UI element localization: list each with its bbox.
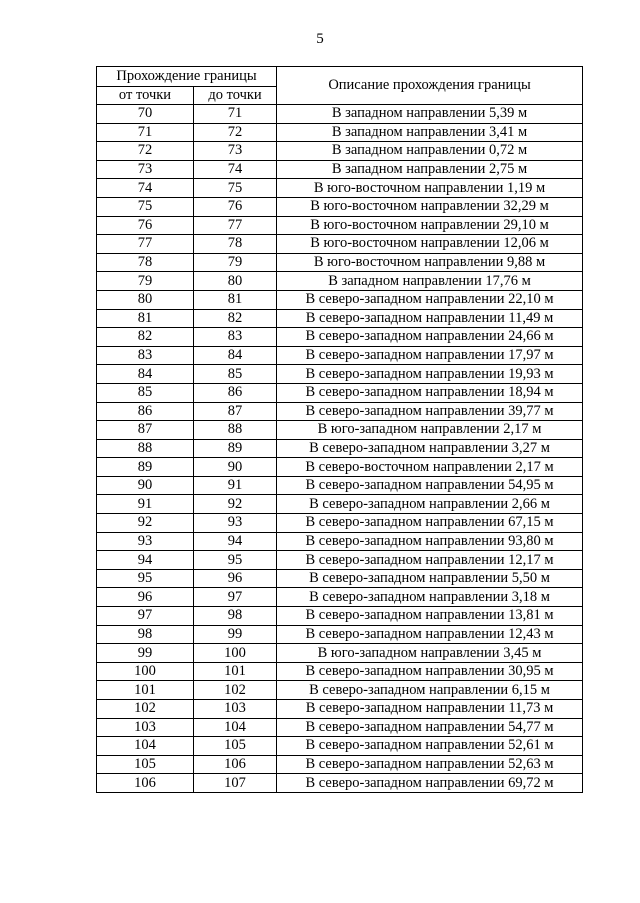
boundary-table-body [97,67,583,793]
from-point-cell: 105 [97,755,194,774]
table-row [97,439,583,458]
table-row [97,235,583,254]
description-cell: В северо-восточном направлении 2,17 м [277,458,583,477]
from-point-cell: 90 [97,476,194,495]
to-point-cell: 80 [194,272,277,291]
table-row [97,718,583,737]
table-row [97,532,583,551]
to-point-cell: 99 [194,625,277,644]
table-row [97,495,583,514]
table-row [97,588,583,607]
header-row-group [97,67,583,87]
from-point-cell: 103 [97,718,194,737]
from-point-cell: 73 [97,160,194,179]
table-row [97,160,583,179]
from-point-cell: 74 [97,179,194,198]
to-point-cell: 104 [194,718,277,737]
description-cell: В северо-западном направлении 19,93 м [277,365,583,384]
to-point-cell: 102 [194,681,277,700]
table-row [97,309,583,328]
to-point-cell: 89 [194,439,277,458]
table-row [97,402,583,421]
from-point-cell: 88 [97,439,194,458]
table-row [97,328,583,347]
to-point-cell: 106 [194,755,277,774]
to-point-cell: 103 [194,700,277,719]
description-cell: В юго-восточном направлении 29,10 м [277,216,583,235]
to-point-cell: 96 [194,569,277,588]
from-point-cell: 93 [97,532,194,551]
description-cell: В юго-западном направлении 3,45 м [277,644,583,663]
from-point-cell: 101 [97,681,194,700]
from-point-cell: 100 [97,662,194,681]
to-point-cell: 93 [194,514,277,533]
table-row [97,662,583,681]
to-point-cell: 78 [194,235,277,254]
table-row [97,179,583,198]
table-row [97,197,583,216]
to-point-cell: 77 [194,216,277,235]
description-cell: В северо-западном направлении 93,80 м [277,532,583,551]
table-row [97,272,583,291]
boundary-table [96,66,583,793]
from-point-cell: 81 [97,309,194,328]
header-to-point: до точки [194,87,277,105]
from-point-cell: 94 [97,551,194,570]
description-cell: В северо-западном направлении 13,81 м [277,607,583,626]
description-cell: В юго-восточном направлении 32,29 м [277,197,583,216]
from-point-cell: 82 [97,328,194,347]
table-row [97,253,583,272]
description-cell: В западном направлении 17,76 м [277,272,583,291]
from-point-cell: 85 [97,383,194,402]
table-row [97,383,583,402]
from-point-cell: 97 [97,607,194,626]
to-point-cell: 86 [194,383,277,402]
table-row [97,105,583,124]
description-cell: В юго-западном направлении 2,17 м [277,421,583,440]
to-point-cell: 88 [194,421,277,440]
from-point-cell: 104 [97,737,194,756]
description-cell: В северо-западном направлении 24,66 м [277,328,583,347]
table-row [97,123,583,142]
from-point-cell: 99 [97,644,194,663]
description-cell: В западном направлении 0,72 м [277,142,583,161]
to-point-cell: 81 [194,290,277,309]
from-point-cell: 98 [97,625,194,644]
table-row [97,681,583,700]
to-point-cell: 94 [194,532,277,551]
description-cell: В юго-восточном направлении 1,19 м [277,179,583,198]
header-description: Описание прохождения границы [277,67,583,105]
to-point-cell: 75 [194,179,277,198]
description-cell: В северо-западном направлении 18,94 м [277,383,583,402]
description-cell: В северо-западном направлении 54,77 м [277,718,583,737]
from-point-cell: 86 [97,402,194,421]
description-cell: В западном направлении 5,39 м [277,105,583,124]
description-cell: В юго-восточном направлении 9,88 м [277,253,583,272]
to-point-cell: 101 [194,662,277,681]
description-cell: В северо-западном направлении 22,10 м [277,290,583,309]
from-point-cell: 75 [97,197,194,216]
description-cell: В северо-западном направлении 39,77 м [277,402,583,421]
table-row [97,346,583,365]
to-point-cell: 84 [194,346,277,365]
from-point-cell: 77 [97,235,194,254]
from-point-cell: 72 [97,142,194,161]
from-point-cell: 92 [97,514,194,533]
table-row [97,458,583,477]
page-number: 5 [316,31,324,47]
description-cell: В северо-западном направлении 3,18 м [277,588,583,607]
description-cell: В северо-западном направлении 11,73 м [277,700,583,719]
description-cell: В западном направлении 2,75 м [277,160,583,179]
table-row [97,625,583,644]
to-point-cell: 90 [194,458,277,477]
table-row [97,142,583,161]
to-point-cell: 100 [194,644,277,663]
from-point-cell: 83 [97,346,194,365]
description-cell: В северо-западном направлении 54,95 м [277,476,583,495]
to-point-cell: 85 [194,365,277,384]
header-group-title: Прохождение границы [97,67,277,87]
table-row [97,421,583,440]
to-point-cell: 72 [194,123,277,142]
from-point-cell: 89 [97,458,194,477]
table-row [97,365,583,384]
table-row [97,737,583,756]
from-point-cell: 95 [97,569,194,588]
to-point-cell: 83 [194,328,277,347]
to-point-cell: 74 [194,160,277,179]
from-point-cell: 84 [97,365,194,384]
to-point-cell: 92 [194,495,277,514]
to-point-cell: 91 [194,476,277,495]
to-point-cell: 76 [194,197,277,216]
table-row [97,514,583,533]
from-point-cell: 78 [97,253,194,272]
description-cell: В северо-западном направлении 52,61 м [277,737,583,756]
to-point-cell: 82 [194,309,277,328]
from-point-cell: 87 [97,421,194,440]
from-point-cell: 76 [97,216,194,235]
description-cell: В северо-западном направлении 52,63 м [277,755,583,774]
description-cell: В северо-западном направлении 2,66 м [277,495,583,514]
table-row [97,607,583,626]
description-cell: В северо-западном направлении 12,17 м [277,551,583,570]
description-cell: В северо-западном направлении 11,49 м [277,309,583,328]
table-row [97,644,583,663]
description-cell: В северо-западном направлении 30,95 м [277,662,583,681]
to-point-cell: 97 [194,588,277,607]
description-cell: В северо-западном направлении 69,72 м [277,774,583,793]
table-row [97,476,583,495]
from-point-cell: 71 [97,123,194,142]
table-row [97,755,583,774]
from-point-cell: 96 [97,588,194,607]
description-cell: В северо-западном направлении 12,43 м [277,625,583,644]
table-row [97,216,583,235]
description-cell: В северо-западном направлении 6,15 м [277,681,583,700]
to-point-cell: 98 [194,607,277,626]
description-cell: В юго-восточном направлении 12,06 м [277,235,583,254]
description-cell: В западном направлении 3,41 м [277,123,583,142]
table-row [97,774,583,793]
to-point-cell: 107 [194,774,277,793]
table-row [97,569,583,588]
from-point-cell: 106 [97,774,194,793]
from-point-cell: 102 [97,700,194,719]
to-point-cell: 95 [194,551,277,570]
description-cell: В северо-западном направлении 67,15 м [277,514,583,533]
from-point-cell: 79 [97,272,194,291]
from-point-cell: 80 [97,290,194,309]
table-row [97,290,583,309]
to-point-cell: 79 [194,253,277,272]
from-point-cell: 70 [97,105,194,124]
to-point-cell: 73 [194,142,277,161]
table-row [97,551,583,570]
to-point-cell: 87 [194,402,277,421]
from-point-cell: 91 [97,495,194,514]
header-from-point: от точки [97,87,194,105]
description-cell: В северо-западном направлении 17,97 м [277,346,583,365]
table-row [97,700,583,719]
description-cell: В северо-западном направлении 3,27 м [277,439,583,458]
description-cell: В северо-западном направлении 5,50 м [277,569,583,588]
to-point-cell: 105 [194,737,277,756]
to-point-cell: 71 [194,105,277,124]
